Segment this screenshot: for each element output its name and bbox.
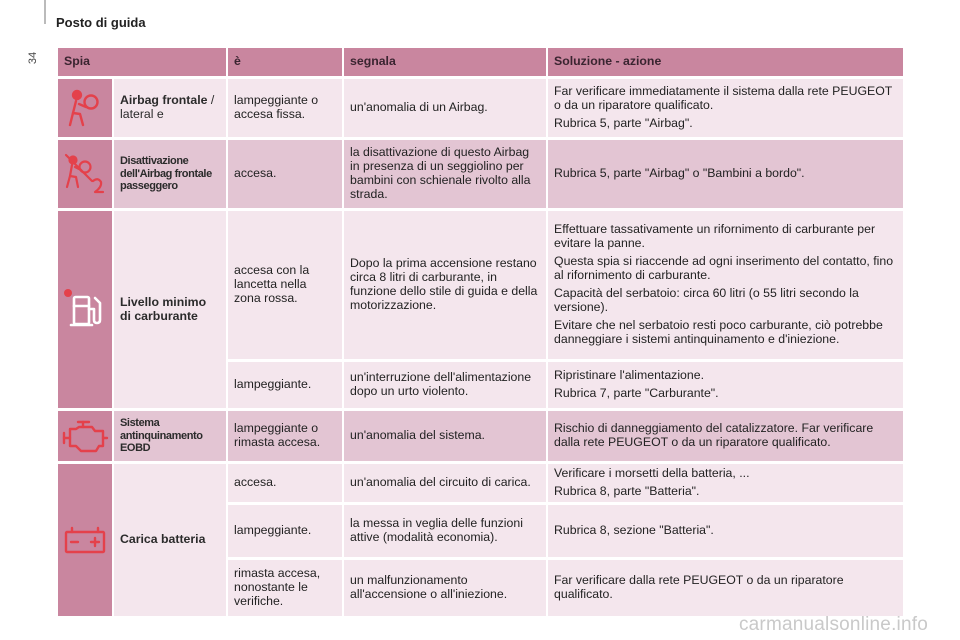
- solution-cell: Ripristinare l'alimentazione. Rubrica 7, parte "Carburante".: [548, 362, 903, 408]
- lamp-name-battery: Carica batteria: [114, 464, 228, 616]
- engine-icon-cell: [58, 411, 114, 461]
- column-header-state: è: [228, 48, 344, 76]
- signals-cell: un'anomalia del circuito di carica.: [344, 464, 548, 502]
- side-bar: [44, 0, 46, 24]
- solution-cell: Far verificare immediatamente il sistema dalla rete PEUGEOT o da un riparatore qualificato. Rubrica 5, parte "Airbag".: [548, 79, 903, 137]
- state-cell: accesa.: [228, 464, 344, 502]
- column-header-spia: Spia: [58, 48, 228, 76]
- solution-cell: Effettuare tassativamente un rifornimento di carburante per evitare la panne. Questa spia si riaccende ad ogni inserimento del contatto, fino al rifornimento di carburante. Capacità del serbatoio: circa 60 litri (o 55 litri secondo la versione). Evitare che nel serbatoio resti poco carburante, ciò potrebbe danneggiare i sistemi antinquinamento e d'iniezione.: [548, 211, 903, 359]
- solution-cell: Far verificare dalla rete PEUGEOT o da un riparatore qualificato.: [548, 560, 903, 616]
- signals-cell: un'interruzione dell'alimentazione dopo un urto violento.: [344, 362, 548, 408]
- airbag-icon: [64, 87, 106, 129]
- airbag-off-icon: [62, 151, 108, 197]
- page-number: 34: [27, 51, 40, 65]
- signals-cell: un malfunzionamento all'accensione o all'iniezione.: [344, 560, 548, 616]
- airbag-off-icon-cell: [58, 140, 114, 208]
- fuel-pump-icon: [62, 287, 108, 333]
- lamp-name-airbag: Airbag frontale / lateral e: [114, 79, 228, 137]
- solution-cell: Rubrica 8, sezione "Batteria".: [548, 505, 903, 557]
- warning-lamps-table: [58, 45, 903, 619]
- state-cell: lampeggiante.: [228, 505, 344, 557]
- solution-cell: Rubrica 5, parte "Airbag" o "Bambini a bordo".: [548, 140, 903, 208]
- fuel-icon-cell: [58, 211, 114, 408]
- table-row: [58, 464, 903, 502]
- signals-cell: Dopo la prima accensione restano circa 8 litri di carburante, in funzione dello stile di guida e della motorizzazione.: [344, 211, 548, 359]
- state-cell: lampeggiante.: [228, 362, 344, 408]
- lamp-name-airbag-off: Disattivazione dell'Airbag frontale passeggero: [114, 140, 228, 208]
- column-header-signals: segnala: [344, 48, 548, 76]
- airbag-icon-cell: [58, 79, 114, 137]
- battery-icon-cell: [58, 464, 114, 616]
- table-row: [58, 140, 903, 208]
- table-header: [58, 48, 903, 76]
- signals-cell: un'anomalia di un Airbag.: [344, 79, 548, 137]
- lamp-name-eobd: Sistema antinquinamento EOBD: [114, 411, 228, 461]
- table-row: [58, 411, 903, 461]
- engine-icon: [61, 417, 109, 455]
- signals-cell: la disattivazione di questo Airbag in presenza di un seggiolino per bambini con schienale rivolto alla strada.: [344, 140, 548, 208]
- battery-icon: [62, 525, 108, 555]
- table-row: [58, 79, 903, 137]
- solution-cell: Rischio di danneggiamento del catalizzatore. Far verificare dalla rete PEUGEOT o da un riparatore qualificato.: [548, 411, 903, 461]
- section-title: Posto di guida: [56, 15, 146, 30]
- lamp-name-fuel: Livello minimo di carburante: [114, 211, 228, 408]
- state-cell: rimasta accesa, nonostante le verifiche.: [228, 560, 344, 616]
- state-cell: lampeggiante o rimasta accesa.: [228, 411, 344, 461]
- state-cell: accesa con la lancetta nella zona rossa.: [228, 211, 344, 359]
- signals-cell: la messa in veglia delle funzioni attive (modalità economia).: [344, 505, 548, 557]
- signals-cell: un'anomalia del sistema.: [344, 411, 548, 461]
- solution-cell: Verificare i morsetti della batteria, ... Rubrica 8, parte "Batteria".: [548, 464, 903, 502]
- table-row: [58, 211, 903, 359]
- column-header-solution: Soluzione - azione: [548, 48, 903, 76]
- watermark: carmanualsonline.info: [738, 614, 928, 635]
- state-cell: accesa.: [228, 140, 344, 208]
- state-cell: lampeggiante o accesa fissa.: [228, 79, 344, 137]
